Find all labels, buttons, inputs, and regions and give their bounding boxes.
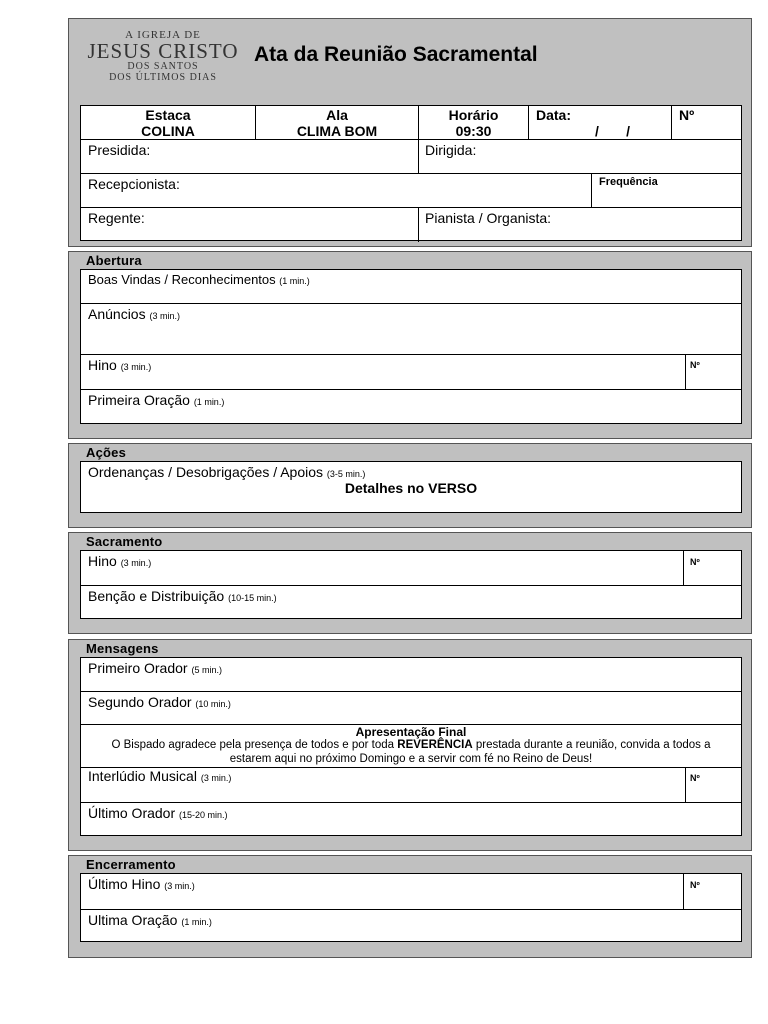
ultima-oracao-field[interactable]: Ultima Oração (1 min.) — [88, 912, 212, 928]
pianista-field[interactable]: Pianista / Organista: — [425, 210, 552, 226]
ala-label: Ala — [326, 107, 348, 123]
interludio-number[interactable]: Nº — [690, 773, 700, 783]
mensagens-title: Mensagens — [86, 641, 159, 656]
logo-line-1: A IGREJA DE — [125, 29, 201, 41]
encerramento-title: Encerramento — [86, 857, 176, 872]
sacramento-title: Sacramento — [86, 534, 163, 549]
apresentacao-title: Apresentação Final — [355, 725, 467, 739]
horario-cell — [419, 107, 528, 139]
sacramento-panel — [68, 532, 752, 634]
ordenancas-field[interactable]: Ordenanças / Desobrigações / Apoios (3-5 min.) — [88, 464, 366, 480]
acoes-panel — [68, 443, 752, 528]
sacramento-table — [80, 550, 742, 619]
logo-line-3: DOS SANTOS — [127, 61, 199, 72]
abertura-table — [80, 269, 742, 424]
abertura-title: Abertura — [86, 253, 142, 268]
hino-sacramental-number[interactable]: Nº — [690, 557, 700, 567]
ala-cell — [256, 107, 418, 139]
logo-line-4: DOS ÚLTIMOS DIAS — [109, 72, 217, 83]
data-label: Data: — [536, 107, 572, 123]
interludio-field[interactable]: Interlúdio Musical (3 min.) — [88, 768, 232, 784]
mensagens-panel — [68, 639, 752, 851]
hino-sacramental-field[interactable]: Hino (3 min.) — [88, 553, 152, 569]
apresentacao-final — [81, 725, 741, 768]
logo-line-2: JESUS CRISTO — [87, 39, 239, 63]
ultimo-hino-field[interactable]: Último Hino (3 min.) — [88, 876, 195, 892]
church-logo — [83, 29, 243, 83]
primeiro-orador-field[interactable]: Primeiro Orador (5 min.) — [88, 660, 222, 676]
acoes-table — [80, 461, 742, 513]
apresentacao-text: O Bispado agradece pela presença de todos e por toda REVERÊNCIA prestada durante a reunião, convida a todos a estarem aqui no próximo Domingo e a servir com fé no Reino de Deus! — [111, 739, 711, 765]
estaca-cell — [81, 107, 255, 139]
segundo-orador-field[interactable]: Segundo Orador (10 min.) — [88, 694, 231, 710]
encerramento-panel — [68, 855, 752, 958]
horario-label: Horário — [448, 107, 499, 123]
horario-value: 09:30 — [455, 123, 492, 139]
anuncios-field[interactable]: Anúncios (3 min.) — [88, 306, 180, 322]
data-value[interactable]: / / — [595, 123, 631, 139]
regente-field[interactable]: Regente: — [88, 210, 145, 226]
estaca-label: Estaca — [145, 107, 191, 123]
detalhes-verso: Detalhes no VERSO — [344, 480, 478, 496]
frequencia-field[interactable]: Frequência — [599, 176, 658, 188]
page-title: Ata da Reunião Sacramental — [254, 43, 538, 66]
hino-abertura-number[interactable]: Nº — [690, 360, 700, 370]
header-panel — [68, 18, 752, 247]
ala-value: CLIMA BOM — [296, 123, 378, 139]
acoes-title: Ações — [86, 445, 127, 460]
primeira-oracao-field[interactable]: Primeira Oração (1 min.) — [88, 392, 225, 408]
mensagens-table — [80, 657, 742, 836]
ultimo-orador-field[interactable]: Último Orador (15-20 min.) — [88, 805, 228, 821]
estaca-value: COLINA — [141, 123, 195, 139]
recepcionista-field[interactable]: Recepcionista: — [88, 176, 180, 192]
abertura-panel — [68, 251, 752, 439]
encerramento-table — [80, 873, 742, 942]
bencao-field[interactable]: Benção e Distribuição (10-15 min.) — [88, 588, 277, 604]
presidida-field[interactable]: Presidida: — [88, 142, 151, 158]
meeting-info-table — [80, 105, 742, 241]
boas-vindas-field[interactable]: Boas Vindas / Reconhecimentos (1 min.) — [88, 272, 310, 287]
hino-abertura-field[interactable]: Hino (3 min.) — [88, 357, 152, 373]
numero-label: Nº — [679, 107, 695, 123]
dirigida-field[interactable]: Dirigida: — [425, 142, 477, 158]
ultimo-hino-number[interactable]: Nº — [690, 880, 700, 890]
